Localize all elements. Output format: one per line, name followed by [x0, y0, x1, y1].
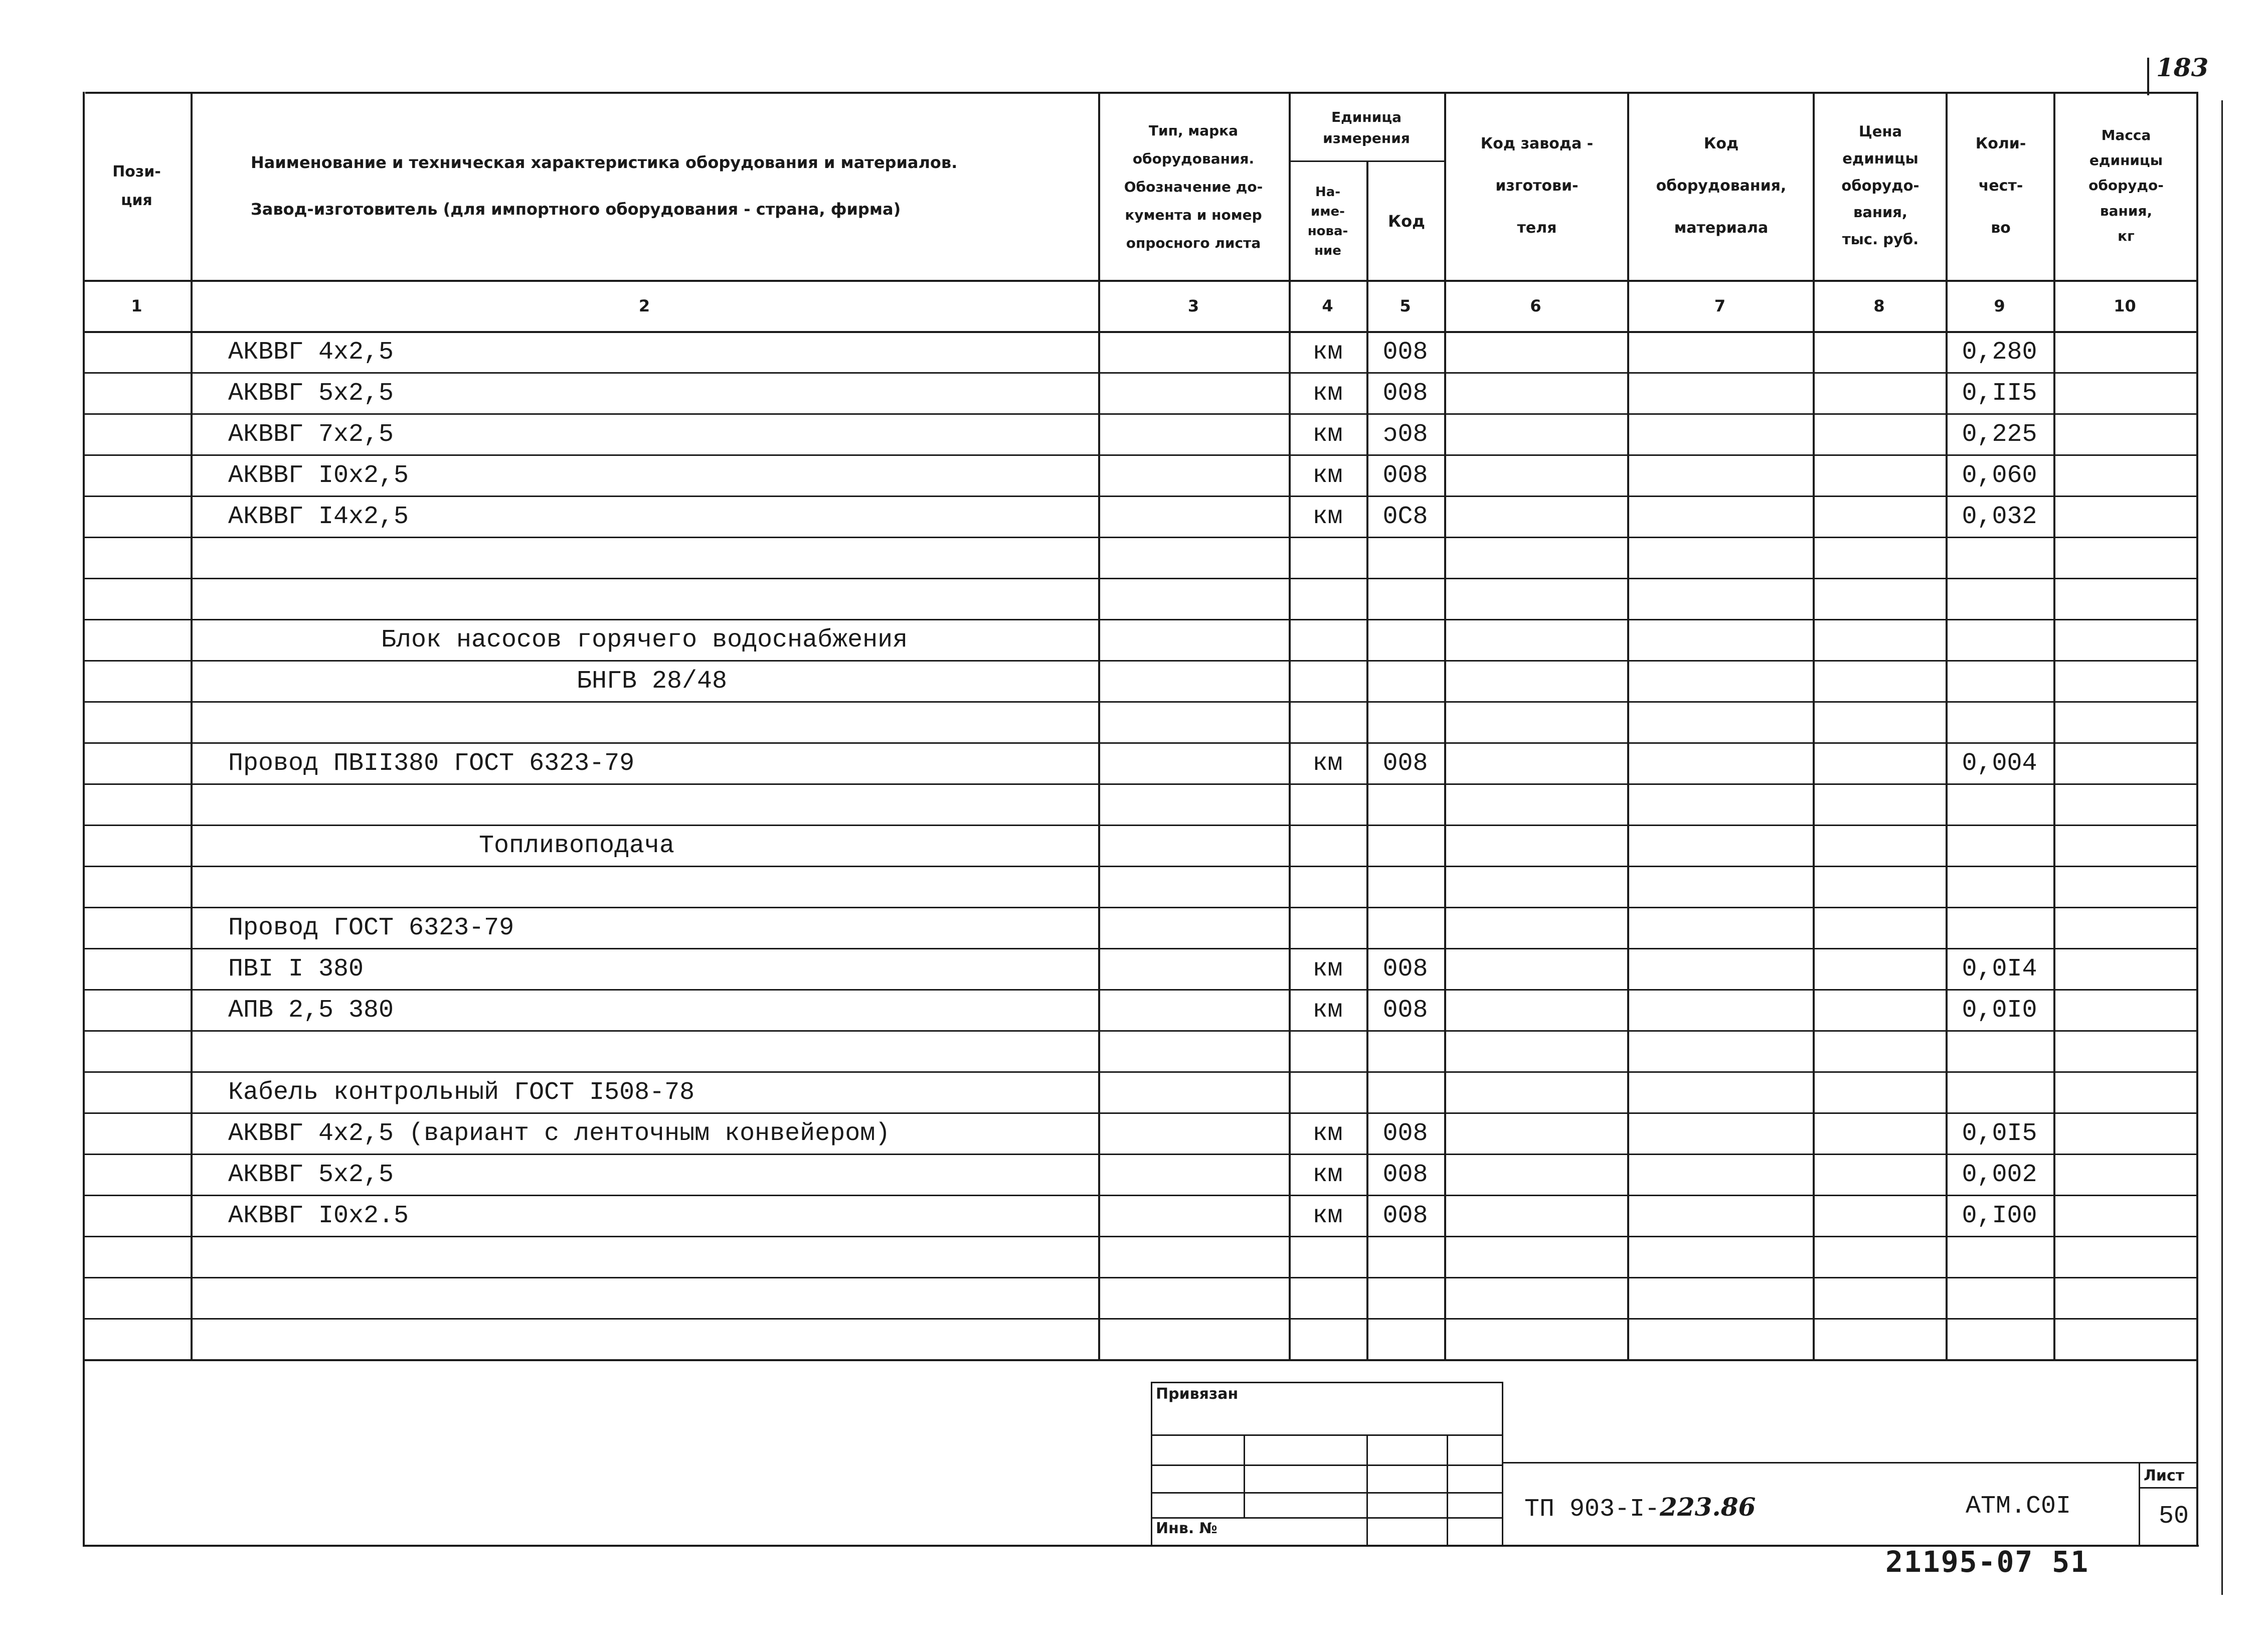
- header-position: Пози- ция: [112, 162, 161, 209]
- column-number: 4: [1322, 296, 1333, 315]
- tb-sheet-label: Лист: [2144, 1467, 2185, 1485]
- cell-code: [1366, 703, 1444, 741]
- row-line: [83, 948, 2196, 949]
- cell-name: [228, 868, 1091, 906]
- header-quantity: Коли- чест- во: [1975, 134, 2026, 237]
- cell-qty: [1946, 785, 2053, 824]
- header-type-mark: Тип, марка оборудования. Обозначение до- кумента и номер опросного листа: [1124, 122, 1263, 251]
- cell-name: БНГВ 28/48: [577, 667, 728, 696]
- cell-qty: [1946, 827, 2053, 865]
- cell-qty: 0,0I0: [1962, 996, 2037, 1025]
- cell-code: 008: [1382, 996, 1428, 1025]
- column-number: 3: [1187, 296, 1199, 315]
- table-bottom: [83, 1359, 2196, 1361]
- tb-box-left: [1151, 1382, 1152, 1545]
- header-unit: Единица измерения: [1323, 109, 1410, 146]
- tb-sheet-box-split: [2139, 1487, 2196, 1489]
- cell-qty: 0,0I4: [1962, 954, 2037, 984]
- cell-code: 008: [1382, 1119, 1428, 1148]
- cell-unit: км: [1312, 996, 1343, 1025]
- cell-name: [228, 539, 1091, 577]
- tb-linked-label: Привязан: [1156, 1385, 1239, 1403]
- tb-line-4: [1151, 1517, 1502, 1519]
- row-line: [83, 1112, 2196, 1114]
- cell-qty: 0,I00: [1962, 1201, 2037, 1230]
- tb-line-3: [1151, 1492, 1502, 1494]
- cell-name: Провод ГОСТ 6323-79: [228, 913, 514, 942]
- archive-stamp-number: 21195-07 51: [1885, 1545, 2089, 1579]
- cell-code: [1366, 1032, 1444, 1070]
- tb-sheet-code: АТМ.С0I: [1966, 1492, 2071, 1521]
- tb-doc-code-prefix: ТП 903-I-: [1524, 1495, 1660, 1524]
- row-line: [83, 1236, 2196, 1237]
- cell-name: [228, 580, 1091, 618]
- cell-name: АКВВГ I0х2.5: [228, 1201, 409, 1230]
- tb-line-1: [1151, 1434, 1502, 1436]
- header-material-code: Код оборудования, материала: [1656, 134, 1787, 237]
- cell-qty: [1946, 909, 2053, 947]
- cell-code: 008: [1382, 749, 1428, 778]
- cell-unit: км: [1312, 749, 1343, 778]
- cell-code: [1366, 1073, 1444, 1111]
- cell-name: АКВВГ 7х2,5: [228, 420, 394, 449]
- cell-name: [228, 1279, 1091, 1317]
- cell-name: Провод ПВII380 ГОСТ 6323-79: [228, 749, 635, 778]
- column-number: 6: [1530, 296, 1541, 315]
- cell-qty: [1946, 868, 2053, 906]
- cell-name: Топливоподача: [479, 831, 675, 860]
- cell-unit: км: [1312, 954, 1343, 984]
- cell-unit: км: [1312, 1160, 1343, 1189]
- tb-box-top: [1151, 1382, 1502, 1383]
- cell-code: 008: [1382, 1160, 1428, 1189]
- cell-unit: [1289, 662, 1366, 700]
- cell-name: Кабель контрольный ГОСТ I508-78: [228, 1078, 695, 1107]
- header-price: Цена единицы оборудо- вания, тыс. руб.: [1841, 123, 1920, 248]
- cell-unit: [1289, 909, 1366, 947]
- cell-qty: 0,060: [1962, 461, 2037, 490]
- cell-code: 008: [1382, 379, 1428, 408]
- cell-qty: [1946, 1238, 2053, 1276]
- cell-code: [1366, 621, 1444, 659]
- cell-code: 0С8: [1382, 502, 1428, 531]
- cell-name: АКВВГ 4х2,5 (вариант с ленточным конвейером): [228, 1119, 891, 1148]
- frame-right: [2196, 92, 2198, 1546]
- cell-qty: 0,280: [1962, 338, 2037, 367]
- cell-qty: [1946, 1032, 2053, 1070]
- tb-col-2: [1366, 1434, 1368, 1545]
- cell-code: [1366, 1320, 1444, 1358]
- column-number: 2: [638, 296, 650, 315]
- trim-line: [2221, 100, 2223, 1595]
- cell-code: ɔ08: [1382, 420, 1428, 449]
- cell-name: АКВВГ 5х2,5: [228, 1160, 394, 1189]
- cell-unit: [1289, 1032, 1366, 1070]
- cell-qty: 0,004: [1962, 749, 2037, 778]
- cell-qty: [1946, 621, 2053, 659]
- row-line: [83, 783, 2196, 785]
- cell-unit: [1289, 827, 1366, 865]
- cell-unit: [1289, 621, 1366, 659]
- row-line: [83, 825, 2196, 826]
- cell-code: [1366, 909, 1444, 947]
- tb-doc-line: [1502, 1462, 2196, 1463]
- tb-col-3: [1447, 1434, 1448, 1545]
- cell-name: АКВВГ I0х2,5: [228, 461, 409, 490]
- cell-code: [1366, 580, 1444, 618]
- row-line: [83, 1154, 2196, 1155]
- cell-unit: [1289, 1238, 1366, 1276]
- cell-qty: [1946, 580, 2053, 618]
- cell-name: АКВВГ 4х2,5: [228, 338, 394, 367]
- cell-qty: [1946, 1320, 2053, 1358]
- cell-unit: км: [1312, 338, 1343, 367]
- row-line: [83, 537, 2196, 538]
- tb-inv-label: Инв. №: [1156, 1520, 1217, 1537]
- cell-unit: км: [1312, 461, 1343, 490]
- cell-unit: [1289, 539, 1366, 577]
- cell-unit: км: [1312, 1119, 1343, 1148]
- row-line: [83, 1030, 2196, 1032]
- cell-code: [1366, 662, 1444, 700]
- frame-bottom: [83, 1545, 2199, 1547]
- page-number: 183: [2156, 53, 2209, 82]
- header-mass: Масса единицы оборудо- вания, кг: [2088, 126, 2164, 245]
- cell-qty: 0,002: [1962, 1160, 2037, 1189]
- header-unit-code: Код: [1388, 212, 1425, 231]
- row-line: [83, 1071, 2196, 1073]
- cell-name: [228, 1238, 1091, 1276]
- tb-doc-code-hand: 223.86: [1660, 1492, 1756, 1522]
- cell-unit: [1289, 1320, 1366, 1358]
- row-line: [83, 701, 2196, 703]
- cell-qty: [1946, 1073, 2053, 1111]
- row-line: [83, 660, 2196, 662]
- cell-qty: 0,II5: [1962, 379, 2037, 408]
- column-number: 8: [1873, 296, 1885, 315]
- row-line: [83, 619, 2196, 620]
- cell-name: [228, 1320, 1091, 1358]
- cell-code: [1366, 1279, 1444, 1317]
- cell-unit: км: [1312, 420, 1343, 449]
- cell-unit: км: [1312, 502, 1343, 531]
- cell-name: [228, 703, 1091, 741]
- unit-header-split: [1289, 160, 1444, 162]
- cell-unit: [1289, 1073, 1366, 1111]
- cell-code: [1366, 868, 1444, 906]
- cell-name: АКВВГ I4х2,5: [228, 502, 409, 531]
- cell-name: [228, 785, 1091, 824]
- row-line: [83, 989, 2196, 991]
- row-line: [83, 907, 2196, 908]
- cell-code: 008: [1382, 954, 1428, 984]
- tb-sheet-number: 50: [2159, 1502, 2189, 1531]
- row-line: [83, 1318, 2196, 1320]
- cell-name: [228, 1032, 1091, 1070]
- column-number: 1: [131, 296, 142, 315]
- tb-col-1: [1244, 1434, 1245, 1517]
- cell-qty: [1946, 539, 2053, 577]
- header-name: Наименование и техническая характеристика оборудования и материалов. Завод-изготовитель (для импортного оборудования - страна, фирма): [251, 152, 958, 219]
- cell-code: 008: [1382, 461, 1428, 490]
- cell-unit: [1289, 1279, 1366, 1317]
- cell-qty: [1946, 703, 2053, 741]
- tb-doc-code: [1524, 1492, 1756, 1524]
- cell-qty: 0,225: [1962, 420, 2037, 449]
- header-unit-name: На- име- нова- ние: [1307, 184, 1348, 258]
- cell-qty: [1946, 662, 2053, 700]
- cell-code: [1366, 785, 1444, 824]
- row-line: [83, 866, 2196, 867]
- row-line: [83, 454, 2196, 456]
- cell-code: [1366, 1238, 1444, 1276]
- row-line: [83, 742, 2196, 744]
- tb-line-2: [1151, 1464, 1502, 1466]
- cell-code: [1366, 827, 1444, 865]
- row-line: [83, 1277, 2196, 1278]
- cell-name: АПВ 2,5 380: [228, 996, 394, 1025]
- cell-unit: [1289, 703, 1366, 741]
- row-line: [83, 1195, 2196, 1196]
- cell-unit: км: [1312, 379, 1343, 408]
- cell-name: АКВВГ 5х2,5: [228, 379, 394, 408]
- column-number: 10: [2114, 296, 2136, 315]
- cell-unit: [1289, 785, 1366, 824]
- cell-unit: км: [1312, 1201, 1343, 1230]
- cell-name: ПВI I 380: [228, 954, 364, 984]
- header-factory-code: Код завода - изготови- теля: [1480, 134, 1594, 237]
- cell-unit: [1289, 580, 1366, 618]
- cell-code: [1366, 539, 1444, 577]
- cell-qty: 0,0I5: [1962, 1119, 2037, 1148]
- column-number: 5: [1400, 296, 1411, 315]
- tb-sheet-box-left: [2139, 1462, 2140, 1545]
- cell-qty: [1946, 1279, 2053, 1317]
- column-number: 7: [1714, 296, 1726, 315]
- cell-code: 008: [1382, 1201, 1428, 1230]
- row-line: [83, 578, 2196, 579]
- page-number-tick: [2147, 58, 2149, 95]
- row-line: [83, 413, 2196, 415]
- cell-unit: [1289, 868, 1366, 906]
- cell-name: Блок насосов горячего водоснабжения: [381, 625, 908, 655]
- row-line: [83, 496, 2196, 497]
- cell-code: 008: [1382, 338, 1428, 367]
- column-number: 9: [1994, 296, 2005, 315]
- row-line: [83, 372, 2196, 374]
- cell-qty: 0,032: [1962, 502, 2037, 531]
